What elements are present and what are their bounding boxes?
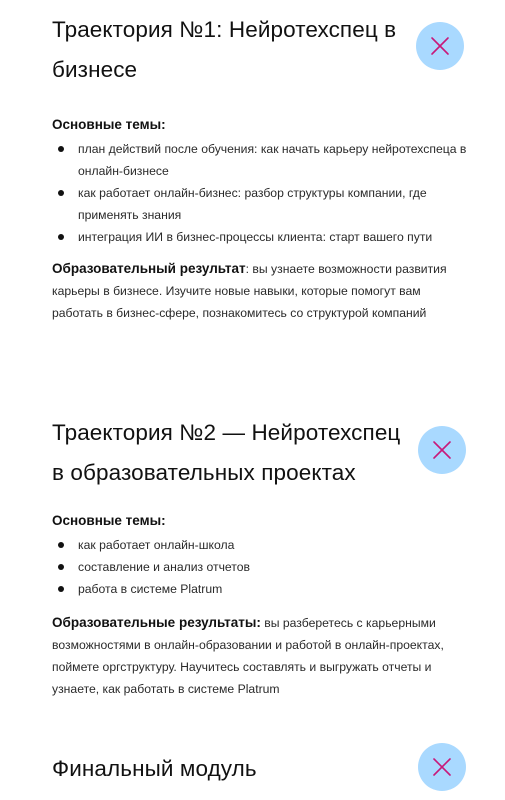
close-button[interactable] [416, 22, 464, 70]
topics-heading: Основные темы: [52, 513, 166, 528]
close-icon [430, 755, 454, 779]
list-item: интеграция ИИ в бизнес-процессы клиента: старт вашего пути [52, 226, 467, 248]
list-item: как работает онлайн-бизнес: разбор структуры компании, где применять знания [52, 182, 467, 226]
topics-heading: Основные темы: [52, 117, 166, 132]
topics-list [52, 534, 467, 600]
close-button[interactable] [418, 426, 466, 474]
close-icon [430, 438, 454, 462]
close-icon [428, 34, 452, 58]
section-trajectory-1 [52, 10, 467, 324]
section-title: Траектория №1: Нейротехспец в бизнесе [52, 17, 397, 82]
topics-list [52, 138, 467, 248]
section-final-module [52, 749, 467, 789]
list-item: составление и анализ отчетов [52, 556, 467, 578]
result-label: Образовательные результаты: [52, 615, 261, 630]
section-title: Траектория №2 — Нейротехспец в образовательных проектах [52, 420, 401, 485]
result-text: : вы узнаете возможности развития карьеры в бизнесе. Изучите новые навыки, которые помогут вам работать в бизнес-сфере, познакомитесь со структурой компаний [52, 262, 447, 320]
result-label: Образовательный результат [52, 261, 246, 276]
list-item: план действий после обучения: как начать карьеру нейротехспеца в онлайн-бизнесе [52, 138, 467, 182]
result-paragraph [52, 258, 467, 324]
list-item: как работает онлайн-школа [52, 534, 467, 556]
close-button[interactable] [418, 743, 466, 791]
section-trajectory-2 [52, 413, 467, 700]
section-title: Финальный модуль [52, 756, 257, 781]
result-text: вы разберетесь с карьерными возможностями в онлайн-образовании и работой в онлайн-проектах, поймете оргструктуру. Научитесь составлять и выгружать отчеты и узнаете, как работать в системе Platrum [52, 616, 444, 696]
result-paragraph [52, 612, 467, 700]
list-item: работа в системе Platrum [52, 578, 467, 600]
